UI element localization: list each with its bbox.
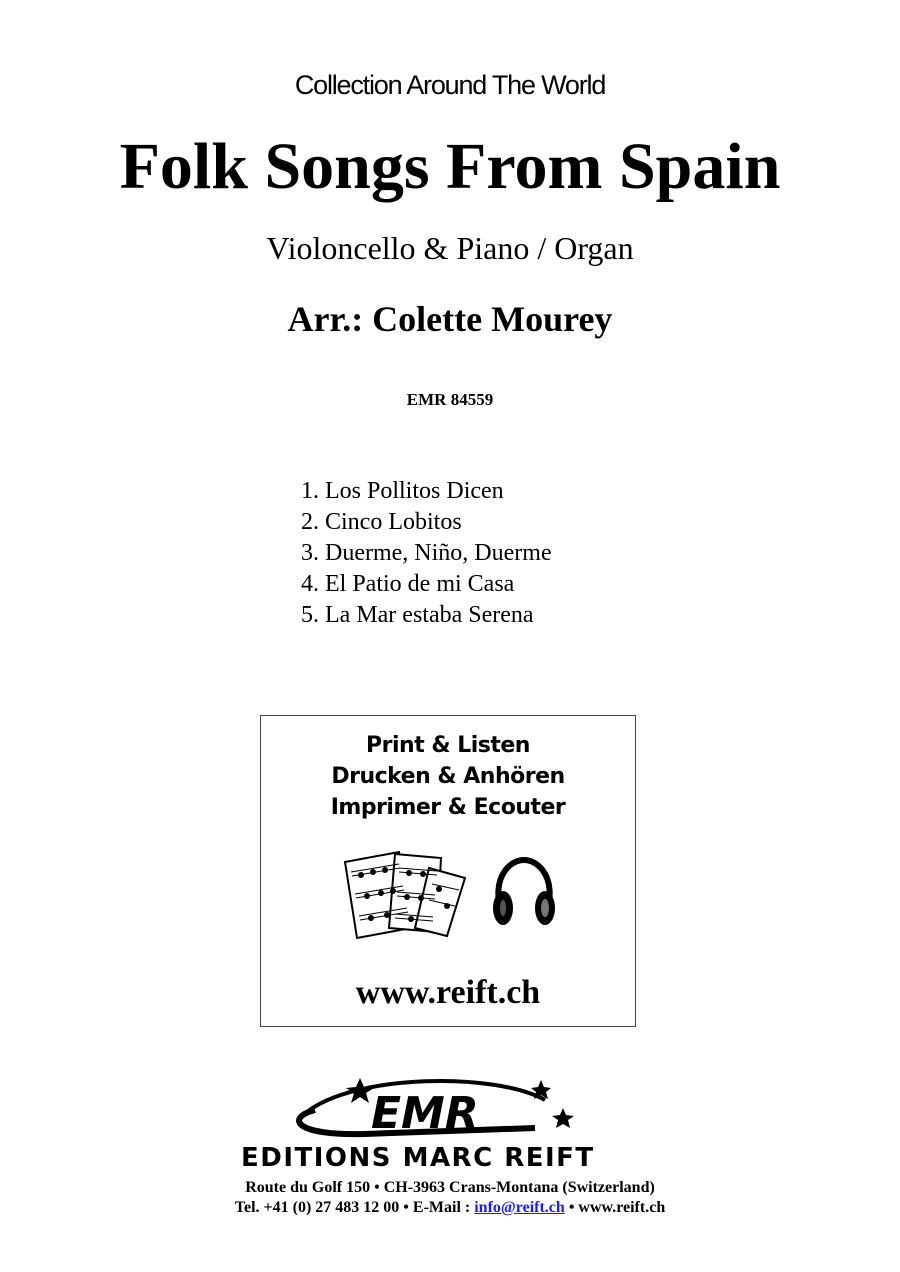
footer-address: Route du Golf 150 • CH-3963 Crans-Montana (Switzerland) [245, 1179, 655, 1196]
track-item: 4. El Patio de mi Casa [301, 571, 515, 597]
track-item: 5. La Mar estaba Serena [301, 602, 534, 628]
promo-line-en: Print & Listen [366, 733, 530, 758]
contact-suffix: • www.reift.ch [564, 1199, 666, 1216]
email-link[interactable]: info@reift.ch [474, 1199, 565, 1216]
track-item: 1. Los Pollitos Dicen [301, 478, 504, 504]
track-item: 2. Cinco Lobitos [301, 509, 462, 535]
track-list [301, 476, 552, 631]
track-item: 3. Duerme, Niño, Duerme [301, 540, 552, 566]
logo-mark: EMR [371, 1088, 479, 1139]
arranger: Arr.: Colette Mourey [287, 299, 613, 339]
print-listen-box [260, 715, 636, 1027]
series-title: Collection Around The World [294, 70, 606, 100]
headphones-icon [489, 856, 559, 931]
footer-contact [0, 1198, 900, 1218]
promo-line-fr: Imprimer & Ecouter [330, 795, 566, 820]
promo-url[interactable]: www.reift.ch [355, 974, 541, 1011]
emr-logo [235, 1070, 675, 1170]
contact-prefix: Tel. +41 (0) 27 483 12 00 • E-Mail : [234, 1199, 475, 1216]
logo-name: EDITIONS MARC REIFT [241, 1143, 595, 1170]
instrumentation: Violoncello & Piano / Organ [266, 230, 634, 266]
promo-line-de: Drucken & Anhören [331, 764, 565, 789]
catalog-number: EMR 84559 [406, 390, 494, 409]
page-title: Folk Songs From Spain [119, 130, 781, 203]
sheet-music-icon [337, 848, 467, 940]
